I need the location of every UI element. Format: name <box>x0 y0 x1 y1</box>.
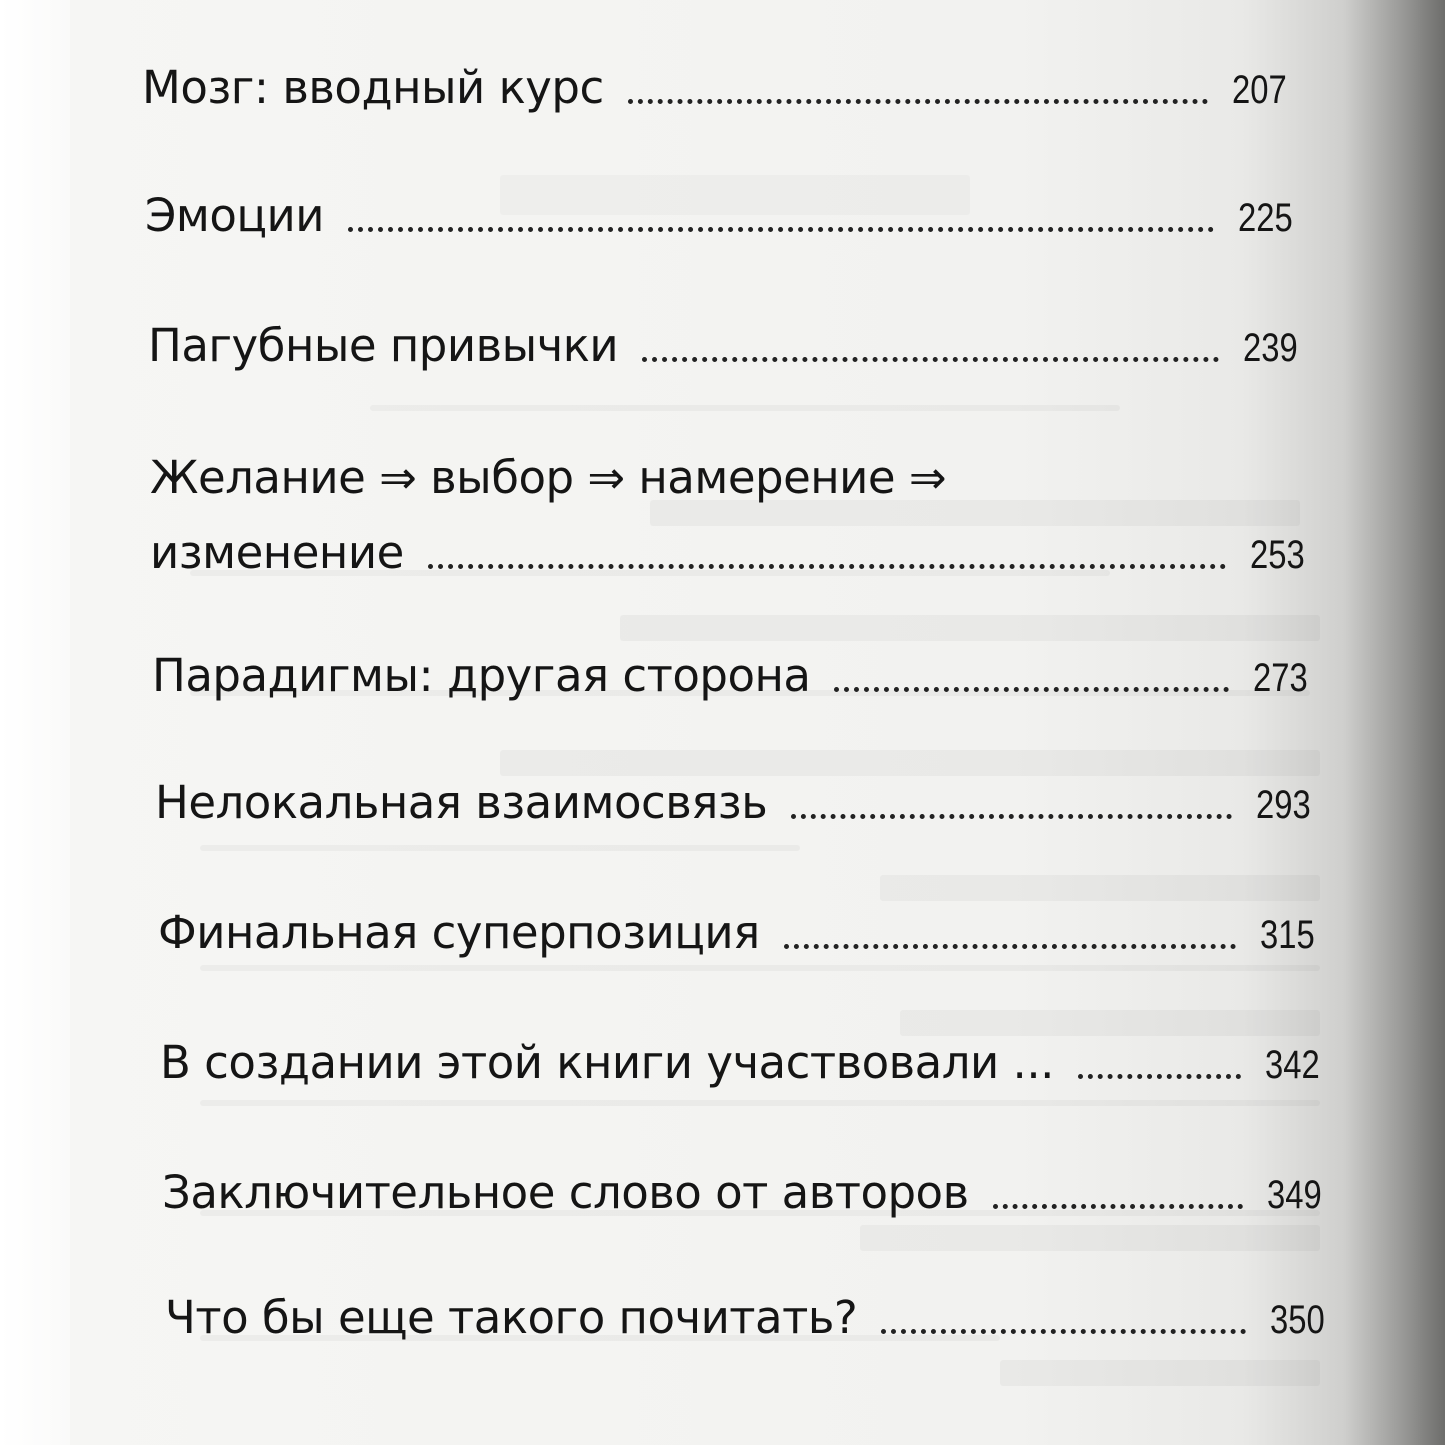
toc-entry[interactable] <box>165 1270 1325 1344</box>
toc-entry-title: Нелокальная взаимосвязь <box>155 776 768 829</box>
dot-leader <box>642 357 1219 362</box>
dot-leader <box>791 814 1232 819</box>
toc-entry-continuation <box>150 500 1305 579</box>
toc-entry[interactable] <box>162 1145 1322 1219</box>
toc-entry[interactable] <box>150 425 1305 579</box>
toc-entry-page: 273 <box>1253 656 1308 700</box>
toc-entry-title: В создании этой книги участвовали ... <box>160 1036 1054 1089</box>
dot-leader <box>834 687 1229 692</box>
toc-entry[interactable] <box>152 628 1308 702</box>
toc-entry-title: Эмоции <box>145 189 325 242</box>
dot-leader <box>628 99 1209 104</box>
toc-entry[interactable] <box>148 298 1298 372</box>
toc-entry-title-continued: изменение <box>150 526 404 579</box>
toc-entry-title: Что бы еще такого почитать? <box>165 1291 858 1344</box>
toc-entry-title: Желание ⇒ выбор ⇒ намерение ⇒ <box>150 451 947 504</box>
dot-leader <box>881 1329 1246 1334</box>
toc-entry[interactable] <box>158 885 1315 959</box>
toc-entry-title: Мозг: вводный курс <box>142 61 604 114</box>
toc-entry[interactable] <box>142 40 1287 114</box>
dot-leader <box>348 227 1214 232</box>
toc-entry-title: Заключительное слово от авторов <box>162 1166 969 1219</box>
toc-entry-page: 253 <box>1250 533 1305 577</box>
dot-leader <box>993 1204 1244 1209</box>
toc-entry-page: 349 <box>1267 1173 1322 1217</box>
dot-leader <box>1078 1074 1241 1079</box>
toc-entry-page: 207 <box>1232 68 1287 112</box>
toc-entry[interactable] <box>145 168 1293 242</box>
toc-entry-title: Парадигмы: другая сторона <box>152 649 811 702</box>
toc-entry-page: 315 <box>1260 913 1315 957</box>
dot-leader <box>784 944 1236 949</box>
toc-entry-title: Финальная суперпозиция <box>158 906 760 959</box>
toc-entry-page: 342 <box>1265 1043 1320 1087</box>
dot-leader <box>428 564 1226 569</box>
toc-entry-page: 293 <box>1256 783 1311 827</box>
toc-entry-title: Пагубные привычки <box>148 319 619 372</box>
toc-entry-page: 239 <box>1243 326 1298 370</box>
toc-entry-page: 350 <box>1270 1298 1325 1342</box>
toc-entry[interactable] <box>155 755 1311 829</box>
toc-entry[interactable] <box>160 1015 1320 1089</box>
toc-entry-page: 225 <box>1238 196 1293 240</box>
